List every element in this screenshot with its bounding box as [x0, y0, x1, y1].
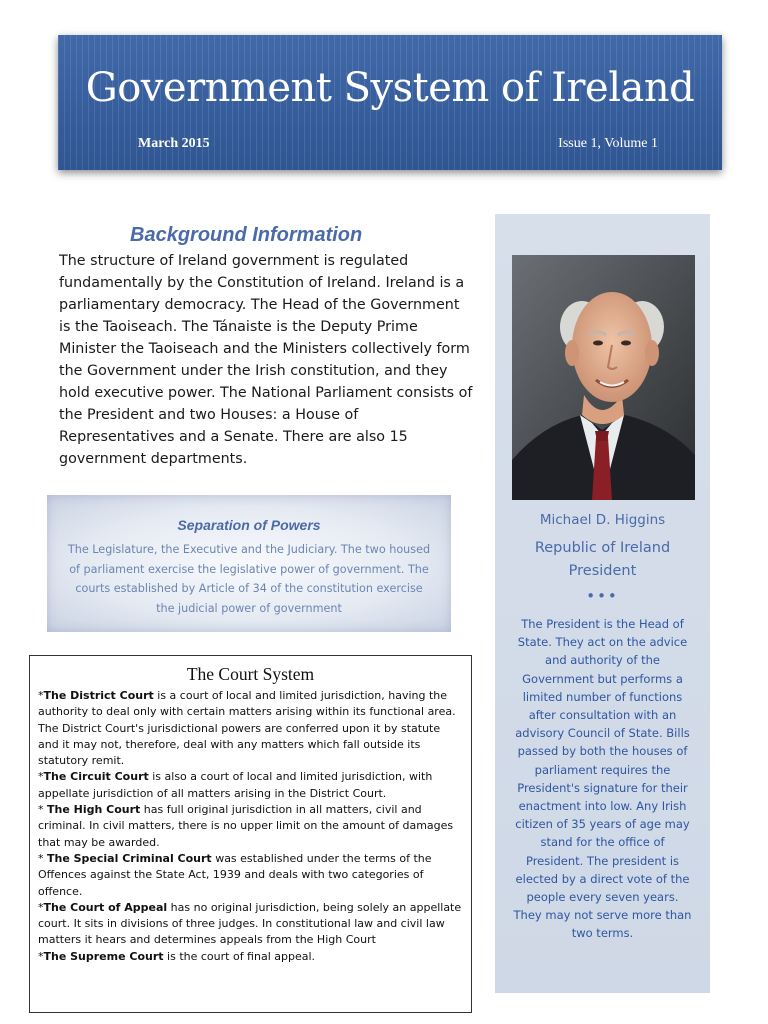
court-item: * The Special Criminal Court was established under the terms of the Offences against the State Act, 1939 and deals with two categories of offence. [38, 851, 432, 898]
court-system-box [29, 655, 472, 1013]
separation-of-powers-box [47, 495, 451, 632]
president-description: The President is the Head of State. They act on the advice and authority of the Government but performs a limited number of functions after consultation with an advisory Council of State. Bills passed by both the houses of parliament requires the President's signature for their enactment into low. Any Irish citizen of 35 years of age may stand for the office of President. The president is elected by a direct vote of the people every seven years. They may not serve more than two terms. [513, 617, 692, 941]
president-photo [512, 255, 695, 500]
court-item: *The Supreme Court is the court of final appeal. [38, 949, 316, 963]
newsletter-banner [58, 35, 722, 170]
separation-body: The Legislature, the Executive and the Judiciary. The two housed of parliament exercise the legislative power of government. The courts established by Article of 34 of the constitution exercise the judicial power of government [67, 543, 431, 615]
court-item: * The High Court has full original jurisdiction in all matters, civil and criminal. In civil matters, there is no upper limit on the amount of damages that may be awarded. [38, 803, 454, 849]
court-item: *The Circuit Court is also a court of local and limited jurisdiction, with appellate jurisdiction of all matters arising in the District Court. [38, 770, 433, 800]
court-name: The Supreme Court [43, 949, 164, 963]
separation-title: Separation of Powers [177, 517, 321, 533]
issue-volume: Issue 1, Volume 1 [558, 136, 658, 151]
court-name: The High Court [47, 803, 141, 817]
issue-date: March 2015 [138, 136, 210, 151]
background-body: The structure of Ireland government is regulated fundamentally by the Constitution of Ireland. Ireland is a parliamentary democracy. The Head of the Government is the Taoiseach. The Tánaiste is the Deputy Prime Minister the Taoiseach and the Ministers collectively form the Government under the Irish constitution, and they hold executive power. The National Parliament consists of the President and two Houses: a House of Representatives and a Senate. There are also 15 government departments. [59, 253, 473, 467]
court-name: The Special Criminal Court [47, 851, 212, 865]
background-heading: Background Information [130, 224, 363, 246]
court-name: The District Court [43, 689, 154, 702]
president-name: Michael D. Higgins [539, 512, 666, 528]
president-sidebar [495, 214, 710, 993]
separator-dots: ••• [586, 587, 619, 605]
court-item: *The District Court is a court of local and limited jurisdiction, having the authority to deal only with certain matters arising within its functional area. The District Court's jurisdictional powers are conferred upon it by statute and it may not, therefore, deal with any matters which fall outside its statutory remit. [38, 689, 456, 768]
court-system-title: The Court System [186, 664, 315, 684]
court-list [38, 688, 463, 965]
court-name: The Court of Appeal [43, 900, 168, 914]
court-name: The Circuit Court [43, 770, 149, 784]
president-role: Republic of Ireland President [534, 540, 671, 579]
court-item: *The Court of Appeal has no original jurisdiction, being solely an appellate court. It sits in divisions of three judges. In constitutional law and civil law matters it hears and determines appeals from the High Court [38, 900, 462, 947]
newsletter-title: Government System of Ireland [85, 65, 695, 111]
